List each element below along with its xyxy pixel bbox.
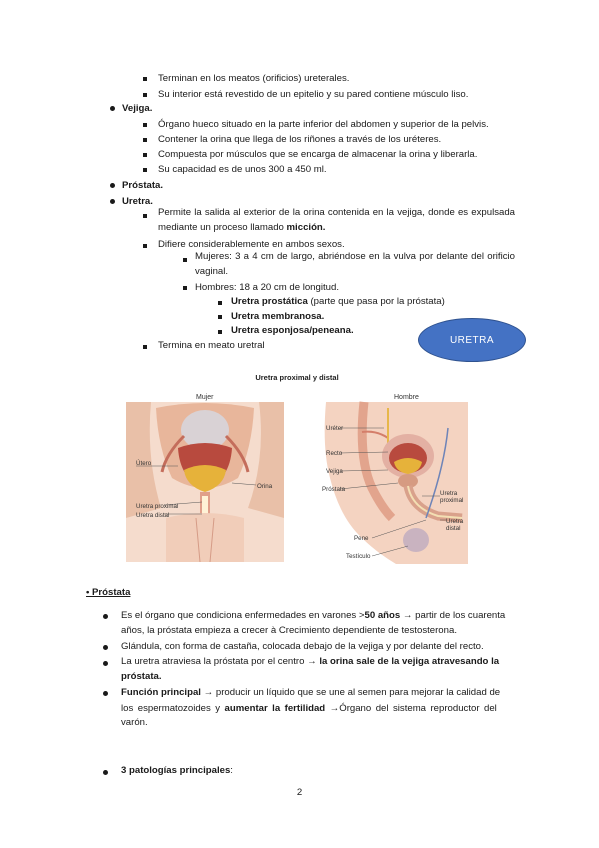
fig-label-uretra-dist-m2: distal <box>446 525 461 532</box>
prostata-p3-line2: próstata. <box>121 671 162 682</box>
prostata-p2: Glándula, con forma de castaña, colocada debajo de la vejiga y por delante del recto. <box>121 641 484 652</box>
female-anatomy <box>126 402 284 562</box>
square-bullet-icon <box>218 301 222 305</box>
vejiga-item: Contener la orina que llega de los riñones a través de los uréteres. <box>158 134 442 145</box>
uretra-esponjosa: Uretra esponjosa/peneana. <box>231 325 354 336</box>
square-bullet-icon <box>143 244 147 248</box>
prostata-heading: Próstata. <box>122 180 164 191</box>
ureter-line-2: Su interior está revestido de un epitelio y su pared contiene músculo liso. <box>158 89 469 100</box>
prostata-section-heading: • Próstata <box>86 587 131 598</box>
male-anatomy <box>296 402 468 566</box>
uretra-prostatica: Uretra prostática (parte que pasa por la próstata) <box>231 296 445 307</box>
mujer-label: Mujer <box>196 394 214 401</box>
fig-label-uretra-dist-m1: Uretra <box>446 518 464 525</box>
uretra-badge: URETRA <box>418 318 526 362</box>
fig-label-prostata: Próstata <box>322 486 346 493</box>
square-bullet-icon <box>143 153 147 157</box>
fig-label-uretra-prox-m2: proximal <box>440 497 464 504</box>
vejiga-heading: Vejiga. <box>122 103 153 114</box>
uretra-hombres: Hombres: 18 a 20 cm de longitud. <box>195 282 339 293</box>
square-bullet-icon <box>143 168 147 172</box>
uretra-mujeres: Mujeres: 3 a 4 cm de largo, abriéndose en la vulva por delante del orificio vaginal. <box>195 251 515 277</box>
fig-label-uretra-proximal-f: Uretra proximal <box>136 503 179 510</box>
round-bullet-icon <box>110 106 115 111</box>
square-bullet-icon <box>143 214 147 218</box>
prostata-p4: Función principal → producir un líquido que se une al semen para mejorar la calidad de <box>121 687 501 698</box>
vejiga-item: Compuesta por músculos que se encarga de almacenar la orina y liberarla. <box>158 149 478 160</box>
round-bullet-icon <box>103 691 108 696</box>
prostata-p1: Es el órgano que condiciona enfermedades en varones >50 años → partir de los cuarenta <box>121 610 506 621</box>
uretra-heading: Uretra. <box>122 196 153 207</box>
ureter-line-1: Terminan en los meatos (orificios) ureterales. <box>158 73 350 84</box>
prostata-p4-line2: los espermatozoides y aumentar la fertilidad →Órgano del sistema reproductor del <box>121 703 497 714</box>
square-bullet-icon <box>183 258 187 262</box>
square-bullet-icon <box>143 123 147 127</box>
square-bullet-icon <box>183 286 187 290</box>
fig-label-pene: Pene <box>354 535 369 542</box>
prostata-p3: La uretra atraviesa la próstata por el centro → la orina sale de la vejiga atravesando la <box>121 656 500 667</box>
square-bullet-icon <box>143 138 147 142</box>
fig-label-uretra-distal-f: Uretra distal <box>136 512 170 519</box>
vejiga-item: Órgano hueco situado en la parte inferior del abdomen y superior de la pelvis. <box>158 119 489 130</box>
round-bullet-icon <box>110 183 115 188</box>
urethra-anatomy-illustration <box>126 368 468 566</box>
uretra-meato: Termina en meato uretral <box>158 340 265 351</box>
fig-label-vejiga: Vejiga <box>326 468 343 475</box>
round-bullet-icon <box>110 199 115 204</box>
fig-label-ureter: Uréter <box>326 425 344 432</box>
prostata-p5: 3 patologías principales: <box>121 765 233 776</box>
fig-label-orina: Orina <box>257 483 273 490</box>
fig-label-recto: Recto <box>326 450 343 457</box>
uretra-membranosa: Uretra membranosa. <box>231 311 325 322</box>
round-bullet-icon <box>103 614 108 619</box>
round-bullet-icon <box>103 645 108 650</box>
fig-label-utero: Útero <box>136 460 152 467</box>
uretra-item-1: Permite la salida al exterior de la orina contenida en la vejiga, donde es expulsada mediante un proceso llamado micción. <box>158 207 515 233</box>
round-bullet-icon <box>103 661 108 666</box>
round-bullet-icon <box>103 770 108 775</box>
square-bullet-icon <box>143 345 147 349</box>
square-bullet-icon <box>143 93 147 97</box>
figure-title: Uretra proximal y distal <box>255 373 339 382</box>
square-bullet-icon <box>143 77 147 81</box>
vejiga-item: Su capacidad es de unos 300 a 450 ml. <box>158 164 327 175</box>
prostata-p1-line2: años, la próstata empieza a crecer à Crecimiento dependiente de testosterona. <box>121 625 457 636</box>
page-number: 2 <box>296 787 303 798</box>
hombre-label: Hombre <box>394 394 419 401</box>
fig-label-testiculo: Testículo <box>346 553 371 560</box>
square-bullet-icon <box>218 330 222 334</box>
anatomy-figure <box>126 368 468 566</box>
fig-label-uretra-prox-m1: Uretra <box>440 490 458 497</box>
uretra-item-2: Difiere considerablemente en ambos sexos. <box>158 239 345 250</box>
prostata-p4-line3: varón. <box>121 717 148 728</box>
square-bullet-icon <box>218 315 222 319</box>
